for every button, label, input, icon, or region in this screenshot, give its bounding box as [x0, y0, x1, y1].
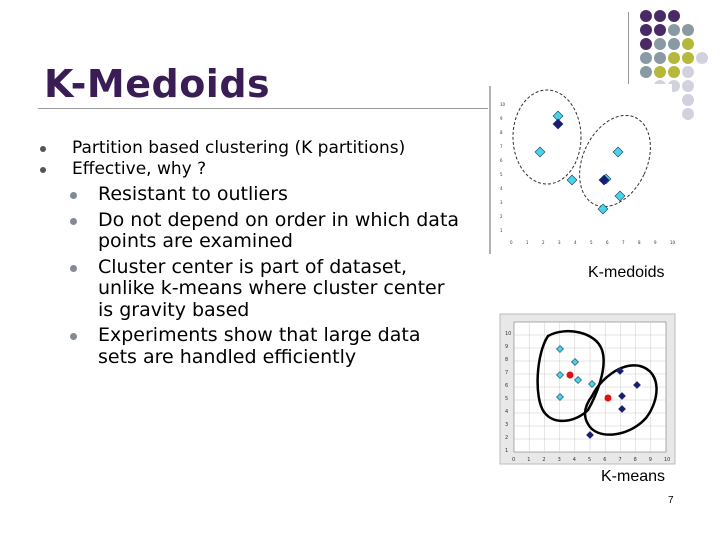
x-tick-label: 8	[633, 457, 637, 463]
decorative-dot	[682, 66, 694, 78]
x-tick-label: 1	[526, 240, 529, 245]
x-tick-label: 1	[527, 457, 531, 463]
bullet-marker	[70, 265, 77, 272]
decorative-dot	[696, 52, 708, 64]
bullet-marker	[70, 192, 77, 199]
bullet-marker	[40, 146, 46, 152]
x-tick-label: 4	[574, 240, 577, 245]
y-tick-label: 5	[505, 396, 509, 402]
decorative-dot	[640, 38, 652, 50]
kmedoids-figure	[488, 84, 676, 254]
x-tick-label: 7	[622, 240, 625, 245]
sub-bullet-item	[40, 257, 460, 322]
y-tick-label: 1	[500, 228, 503, 233]
decorative-dot	[640, 10, 652, 22]
x-tick-label: 3	[557, 457, 561, 463]
x-tick-label: 2	[542, 240, 545, 245]
bullet-text: Effective, why ?	[72, 159, 207, 179]
decorative-dot	[682, 94, 694, 106]
y-tick-label: 9	[500, 116, 503, 121]
decorative-dot	[668, 10, 680, 22]
x-tick-label: 6	[606, 240, 609, 245]
x-tick-label: 9	[654, 240, 657, 245]
y-tick-label: 4	[500, 186, 503, 191]
y-tick-label: 3	[505, 422, 509, 428]
x-tick-label: 5	[588, 457, 592, 463]
centroid-point	[605, 395, 612, 402]
y-tick-label: 6	[500, 158, 503, 163]
x-tick-label: 9	[648, 457, 652, 463]
page-number: 7	[668, 495, 674, 506]
decorative-dot	[668, 66, 680, 78]
decorative-dot	[640, 66, 652, 78]
sub-bullet-text: Resistant to outliers	[98, 183, 288, 205]
decorative-dot	[682, 80, 694, 92]
kmedoids-caption: K-medoids	[588, 264, 665, 281]
y-tick-label: 10	[505, 331, 512, 337]
y-tick-label: 6	[505, 383, 509, 389]
sub-bullet-text: Cluster center is part of dataset, unlike k-means where cluster center is gravity based	[98, 255, 445, 321]
decorative-dot	[668, 52, 680, 64]
slide-title: K-Medoids	[44, 62, 271, 106]
bullet-item	[40, 159, 460, 180]
x-tick-label: 5	[590, 240, 593, 245]
sub-bullet-text: Do not depend on order in which data points are examined	[98, 208, 460, 252]
bullet-list	[40, 138, 460, 368]
x-tick-label: 6	[603, 457, 607, 463]
decorative-dot	[654, 66, 666, 78]
x-tick-label: 0	[510, 240, 513, 245]
decorative-dot	[654, 52, 666, 64]
y-tick-label: 1	[505, 448, 509, 454]
y-tick-label: 3	[500, 200, 503, 205]
decorative-dot	[668, 38, 680, 50]
bullet-marker	[40, 167, 46, 173]
sub-bullet-item	[40, 325, 460, 368]
y-tick-label: 7	[505, 370, 509, 376]
x-tick-label: 8	[638, 240, 641, 245]
decorative-dot	[654, 24, 666, 36]
y-tick-label: 8	[505, 357, 509, 363]
x-tick-label: 2	[542, 457, 546, 463]
bullet-text: Partition based clustering (K partitions)	[72, 138, 406, 158]
decorative-dot	[682, 24, 694, 36]
x-tick-label: 10	[664, 457, 671, 463]
y-tick-label: 10	[500, 102, 506, 107]
decorative-dot	[682, 108, 694, 120]
y-tick-label: 9	[505, 344, 509, 350]
decorative-dot	[668, 24, 680, 36]
centroid-point	[567, 372, 574, 379]
x-tick-label: 0	[512, 457, 516, 463]
decorative-dot	[654, 38, 666, 50]
bullet-marker	[70, 218, 77, 225]
y-tick-label: 8	[500, 130, 503, 135]
decorative-dot	[654, 10, 666, 22]
x-tick-label: 3	[558, 240, 561, 245]
bullet-item	[40, 138, 460, 159]
kmeans-figure	[500, 314, 675, 464]
sub-bullet-item	[40, 184, 460, 206]
y-tick-label: 5	[500, 172, 503, 177]
kmeans-caption: K-means	[601, 468, 666, 485]
y-tick-label: 7	[500, 144, 503, 149]
y-tick-label: 2	[505, 435, 509, 441]
decorative-dot	[640, 24, 652, 36]
y-tick-label: 4	[505, 409, 509, 415]
x-tick-label: 10	[670, 240, 676, 245]
sub-bullet-text: Experiments show that large data sets are handled efficiently	[98, 324, 421, 368]
decorative-dot	[682, 38, 694, 50]
bullet-marker	[70, 333, 77, 340]
sub-bullet-item	[40, 210, 460, 253]
x-tick-label: 4	[572, 457, 576, 463]
decorative-dot	[682, 52, 694, 64]
decorative-dot	[640, 52, 652, 64]
y-tick-label: 2	[500, 214, 503, 219]
x-tick-label: 7	[618, 457, 622, 463]
